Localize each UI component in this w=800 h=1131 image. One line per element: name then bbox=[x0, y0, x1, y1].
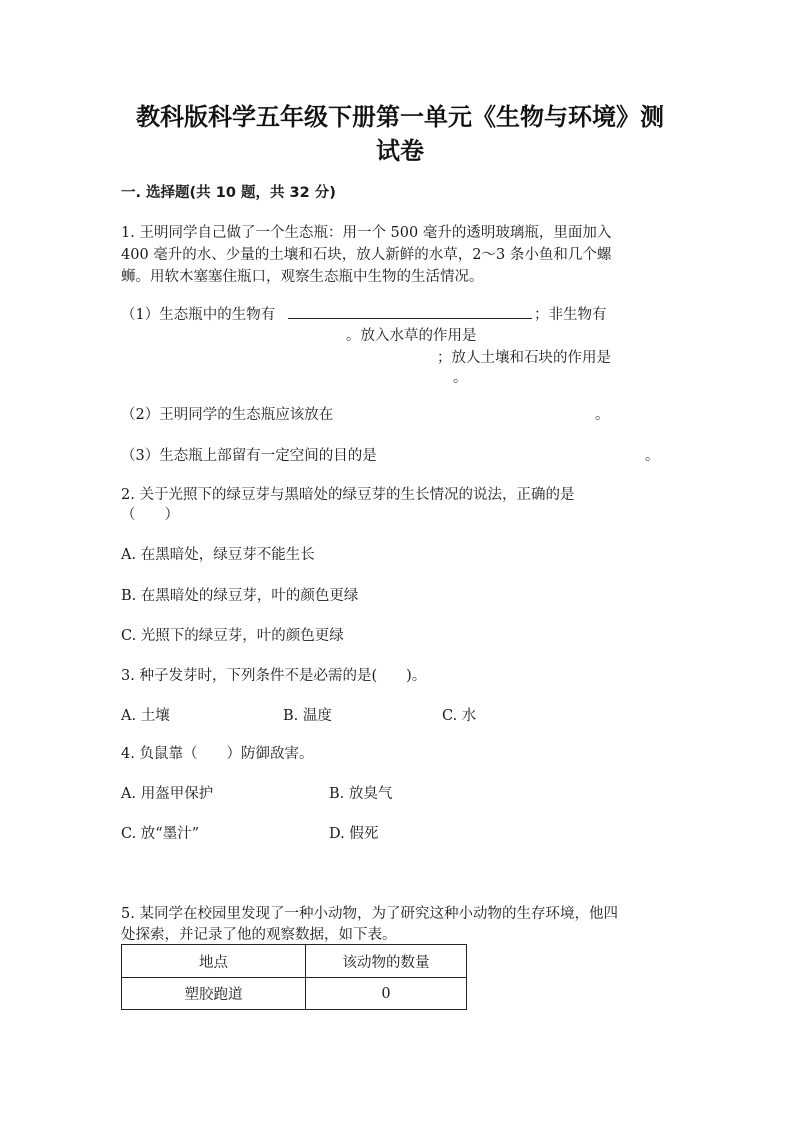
q4-option-c[interactable]: C. 放“墨汁” bbox=[121, 826, 200, 842]
observation-table bbox=[121, 944, 467, 1010]
q2-stem-line2: （ ） bbox=[121, 507, 179, 523]
q5-stem-line2: 处探索，并记录了他的观察数据，如下表。 bbox=[121, 927, 397, 943]
q3-stem: 3. 种子发芽时，下列条件不是必需的是( )。 bbox=[121, 668, 427, 684]
q1-sub1-label-d: ；放人土壤和石块的作用是 bbox=[437, 350, 611, 366]
q3-option-a[interactable]: A. 土壤 bbox=[121, 708, 170, 724]
q2-option-b[interactable]: B. 在黑暗处的绿豆芽，叶的颜色更绿 bbox=[121, 588, 359, 604]
table-row bbox=[122, 978, 467, 1010]
q4-stem: 4. 负鼠靠（ ）防御敌害。 bbox=[121, 746, 314, 762]
q4-option-a[interactable]: A. 用盔甲保护 bbox=[121, 786, 214, 802]
table-cell-count: 0 bbox=[306, 978, 467, 1010]
q1-line2: 400 毫升的水、少量的土壤和石块，放人新鲜的水草，2～3 条小鱼和几个螺 bbox=[121, 247, 612, 263]
q1-sub2-end: 。 bbox=[595, 407, 610, 423]
q1-sub2-label: （2）王明同学的生态瓶应该放在 bbox=[121, 407, 334, 423]
q2-option-a[interactable]: A. 在黑暗处，绿豆芽不能生长 bbox=[121, 547, 315, 563]
page-title-line2: 试卷 bbox=[376, 137, 424, 165]
q3-option-b[interactable]: B. 温度 bbox=[283, 708, 332, 724]
q3-option-c[interactable]: C. 水 bbox=[442, 708, 477, 724]
q5-stem-line1: 5. 某同学在校园里发现了一种小动物，为了研究这种小动物的生存环境，他四 bbox=[121, 906, 618, 922]
q1-sub1-label-e: 。 bbox=[453, 370, 468, 386]
q1-sub1-blank-1[interactable] bbox=[288, 318, 532, 319]
q2-stem-line1: 2. 关于光照下的绿豆芽与黑暗处的绿豆芽的生长情况的说法，正确的是 bbox=[121, 487, 575, 503]
q1-sub3-end: 。 bbox=[645, 448, 660, 464]
table-header-location: 地点 bbox=[122, 945, 306, 978]
table-header-row bbox=[122, 945, 467, 978]
q1-sub1-label-b: ；非生物有 bbox=[534, 307, 607, 323]
table-header-count: 该动物的数量 bbox=[306, 945, 467, 978]
q1-sub3-label: （3）生态瓶上部留有一定空间的目的是 bbox=[121, 448, 377, 464]
q1-line3: 蛳。用软木塞塞住瓶口，观察生态瓶中生物的生活情况。 bbox=[121, 269, 484, 285]
table-cell-location: 塑胶跑道 bbox=[122, 978, 306, 1010]
section-heading: 一. 选择题(共 10 题，共 32 分) bbox=[121, 185, 336, 201]
page-title-line1: 教科版科学五年级下册第一单元《生物与环境》测 bbox=[136, 103, 664, 131]
q1-sub1-label-c: 。放入水草的作用是 bbox=[346, 328, 477, 344]
q4-option-d[interactable]: D. 假死 bbox=[329, 826, 379, 842]
q4-option-b[interactable]: B. 放臭气 bbox=[329, 786, 393, 802]
q1-sub1-label: （1）生态瓶中的生物有 bbox=[121, 307, 276, 323]
q1-line1: 1. 王明同学自己做了一个生态瓶：用一个 500 毫升的透明玻璃瓶，里面加入 bbox=[121, 225, 612, 241]
q2-option-c[interactable]: C. 光照下的绿豆芽，叶的颜色更绿 bbox=[121, 628, 344, 644]
